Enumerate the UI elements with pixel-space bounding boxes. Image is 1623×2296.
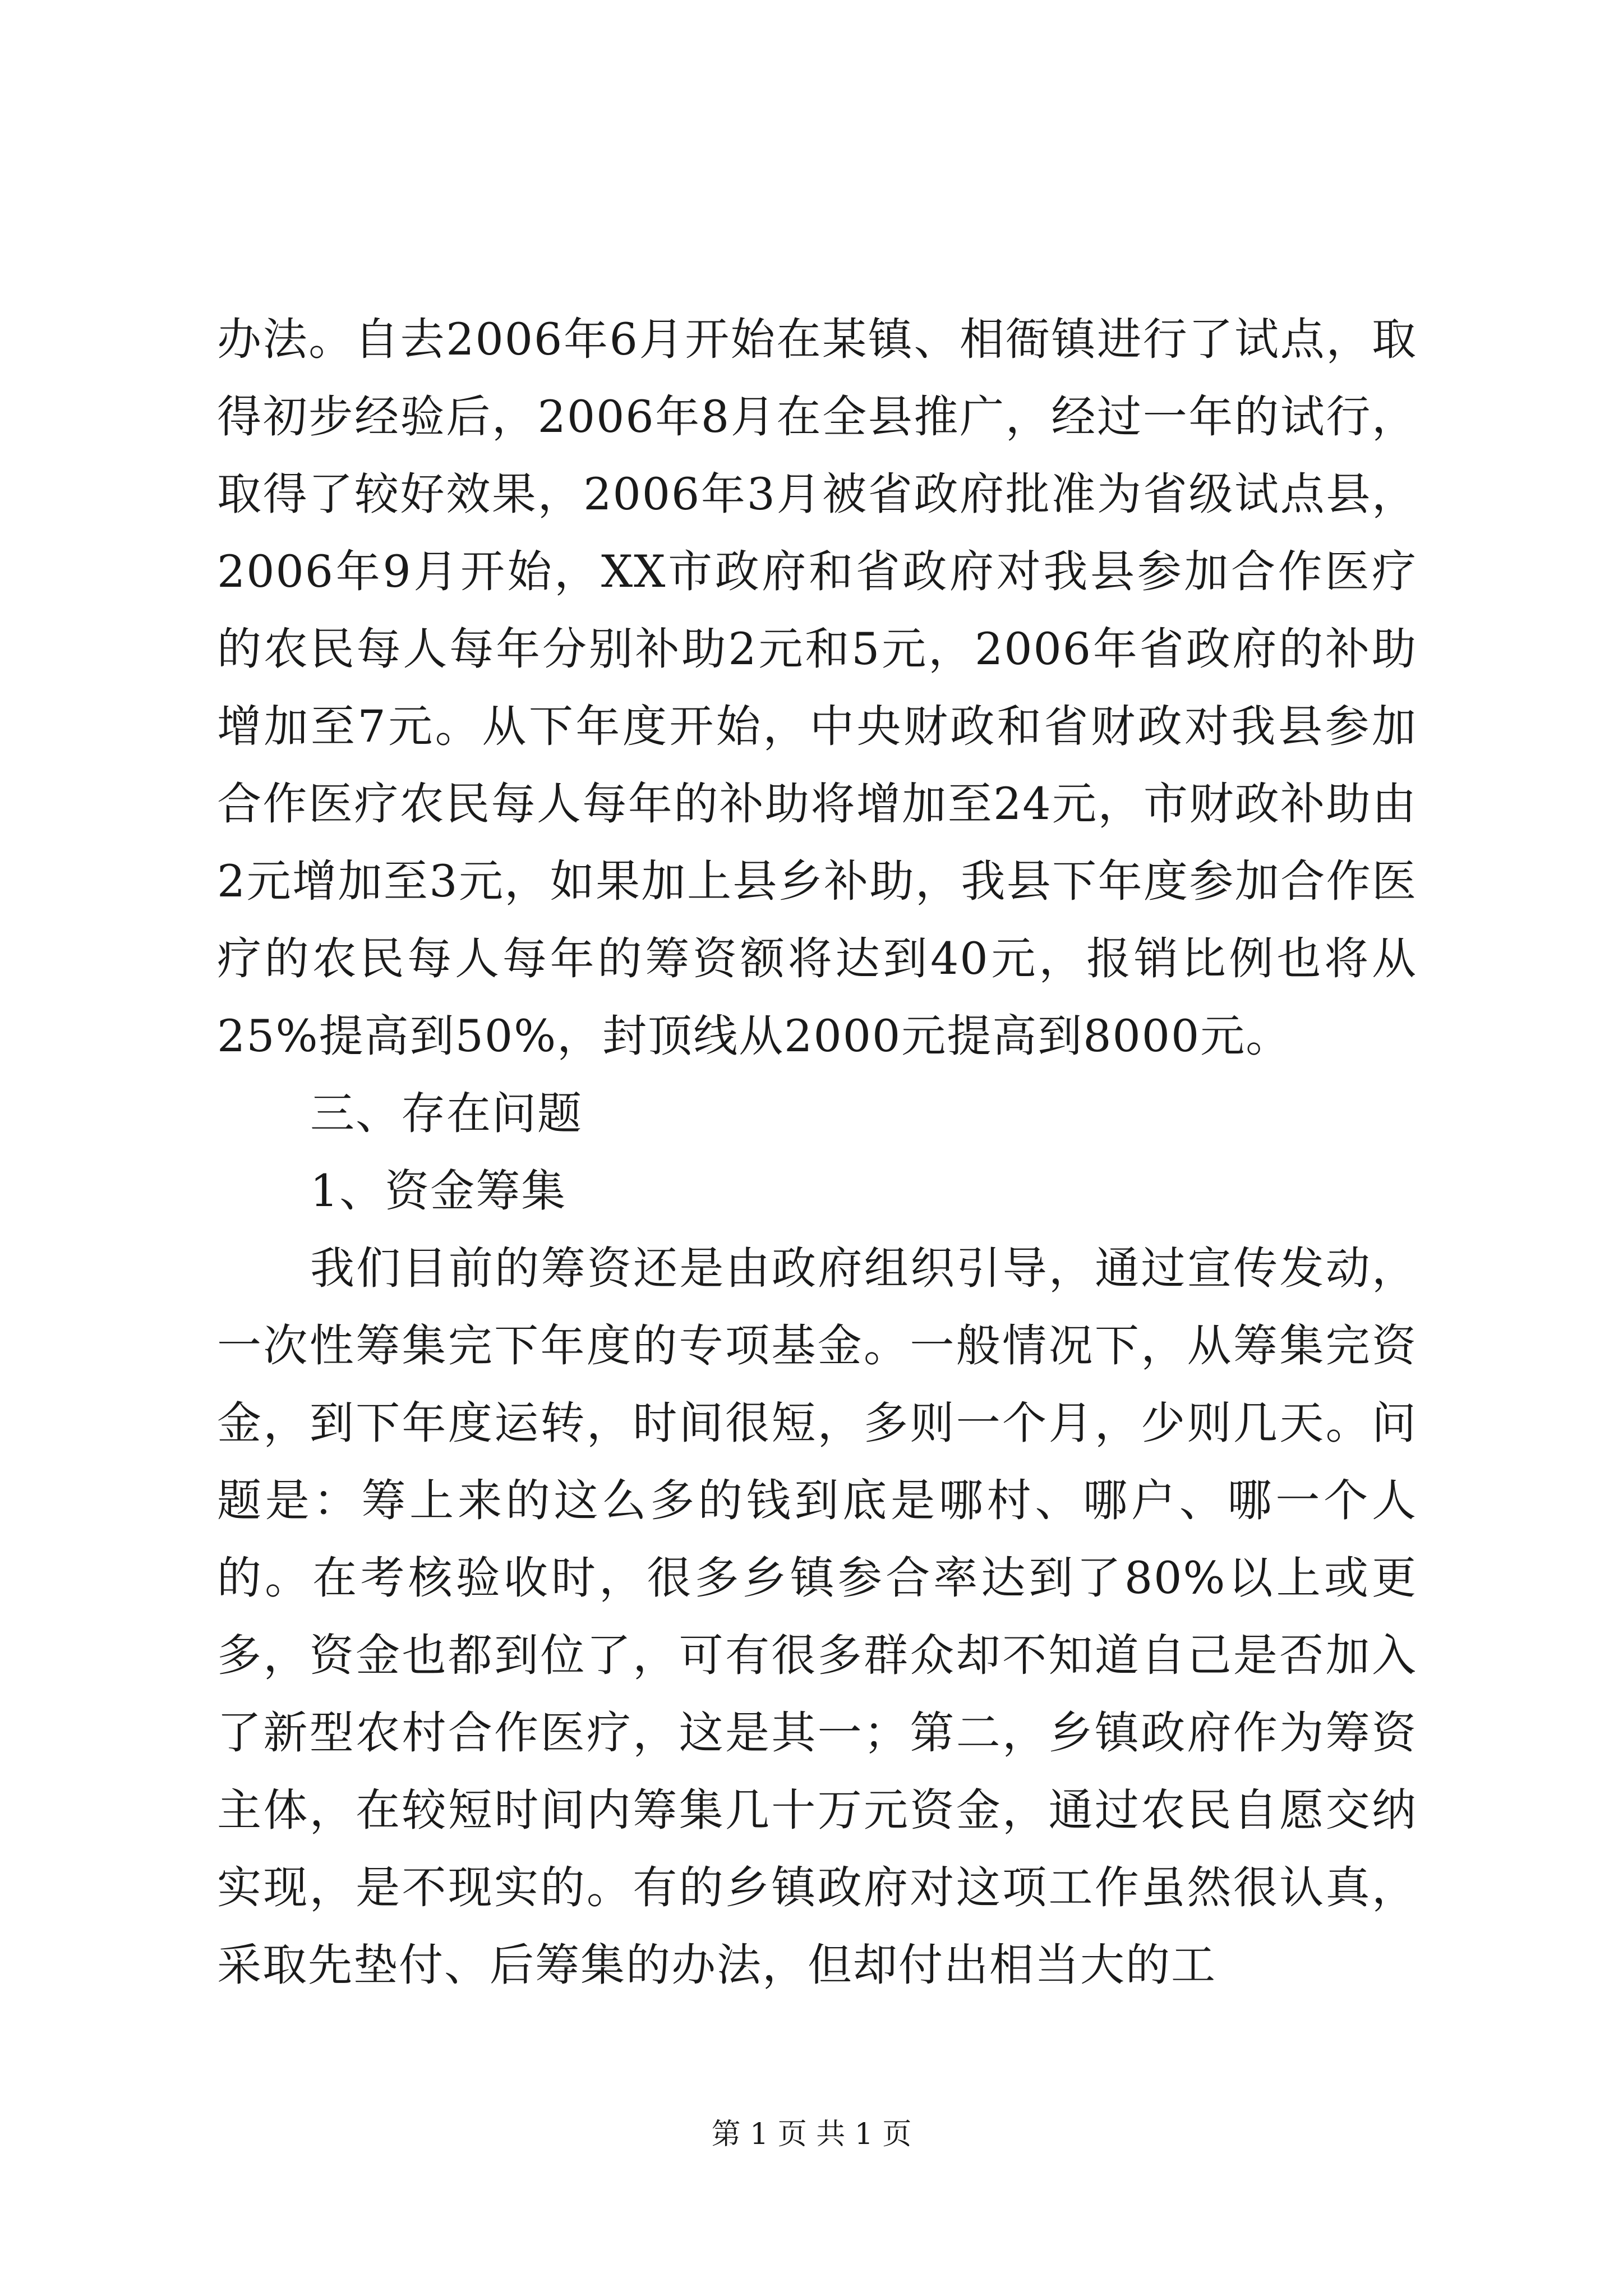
section-heading: 三、存在问题 bbox=[310, 1088, 583, 1139]
document-body bbox=[217, 301, 1417, 2004]
subsection-heading: 1、资金筹集 bbox=[310, 1165, 567, 1217]
paragraph-continued: 办法。自去2006年6月开始在某镇、相衙镇进行了试点，取得初步经验后，2006年8月在全县推广，经过一年的试行，取得了较好效果，2006年3月被省政府批准为省级试点县，2006年9月开始，XX市政府和省政府对我县参加合作医疗的农民每人每年分别补助2元和5元，2006年省政府的补助增加至7元。从下年度开始，中央财政和省财政对我县参加合作医疗农民每人每年的补助将增加至24元，市财政补助由2元增加至3元，如果加上县乡补助，我县下年度参加合作医疗的农民每人每年的筹资额将达到40元，报销比例也将从25%提高到50%，封顶线从2000元提高到8000元。 bbox=[217, 314, 1417, 1062]
paragraph-funding: 我们目前的筹资还是由政府组织引导，通过宣传发动，一次性筹集完下年度的专项基金。一般情况下，从筹集完资金，到下年度运转，时间很短，多则一个月，少则几天。问题是：筹上来的这么多的钱到底是哪村、哪户、哪一个人的。在考核验收时，很多乡镇参合率达到了80%以上或更多，资金也都到位了，可有很多群众却不知道自己是否加入了新型农村合作医疗，这是其一；第二，乡镇政府作为筹资主体，在较短时间内筹集几十万元资金，通过农民自愿交纳实现，是不现实的。有的乡镇政府对这项工作虽然很认真，采取先垫付、后筹集的办法，但却付出相当大的工 bbox=[217, 1243, 1417, 1991]
page-footer: 第 1 页 共 1 页 bbox=[711, 2118, 912, 2151]
